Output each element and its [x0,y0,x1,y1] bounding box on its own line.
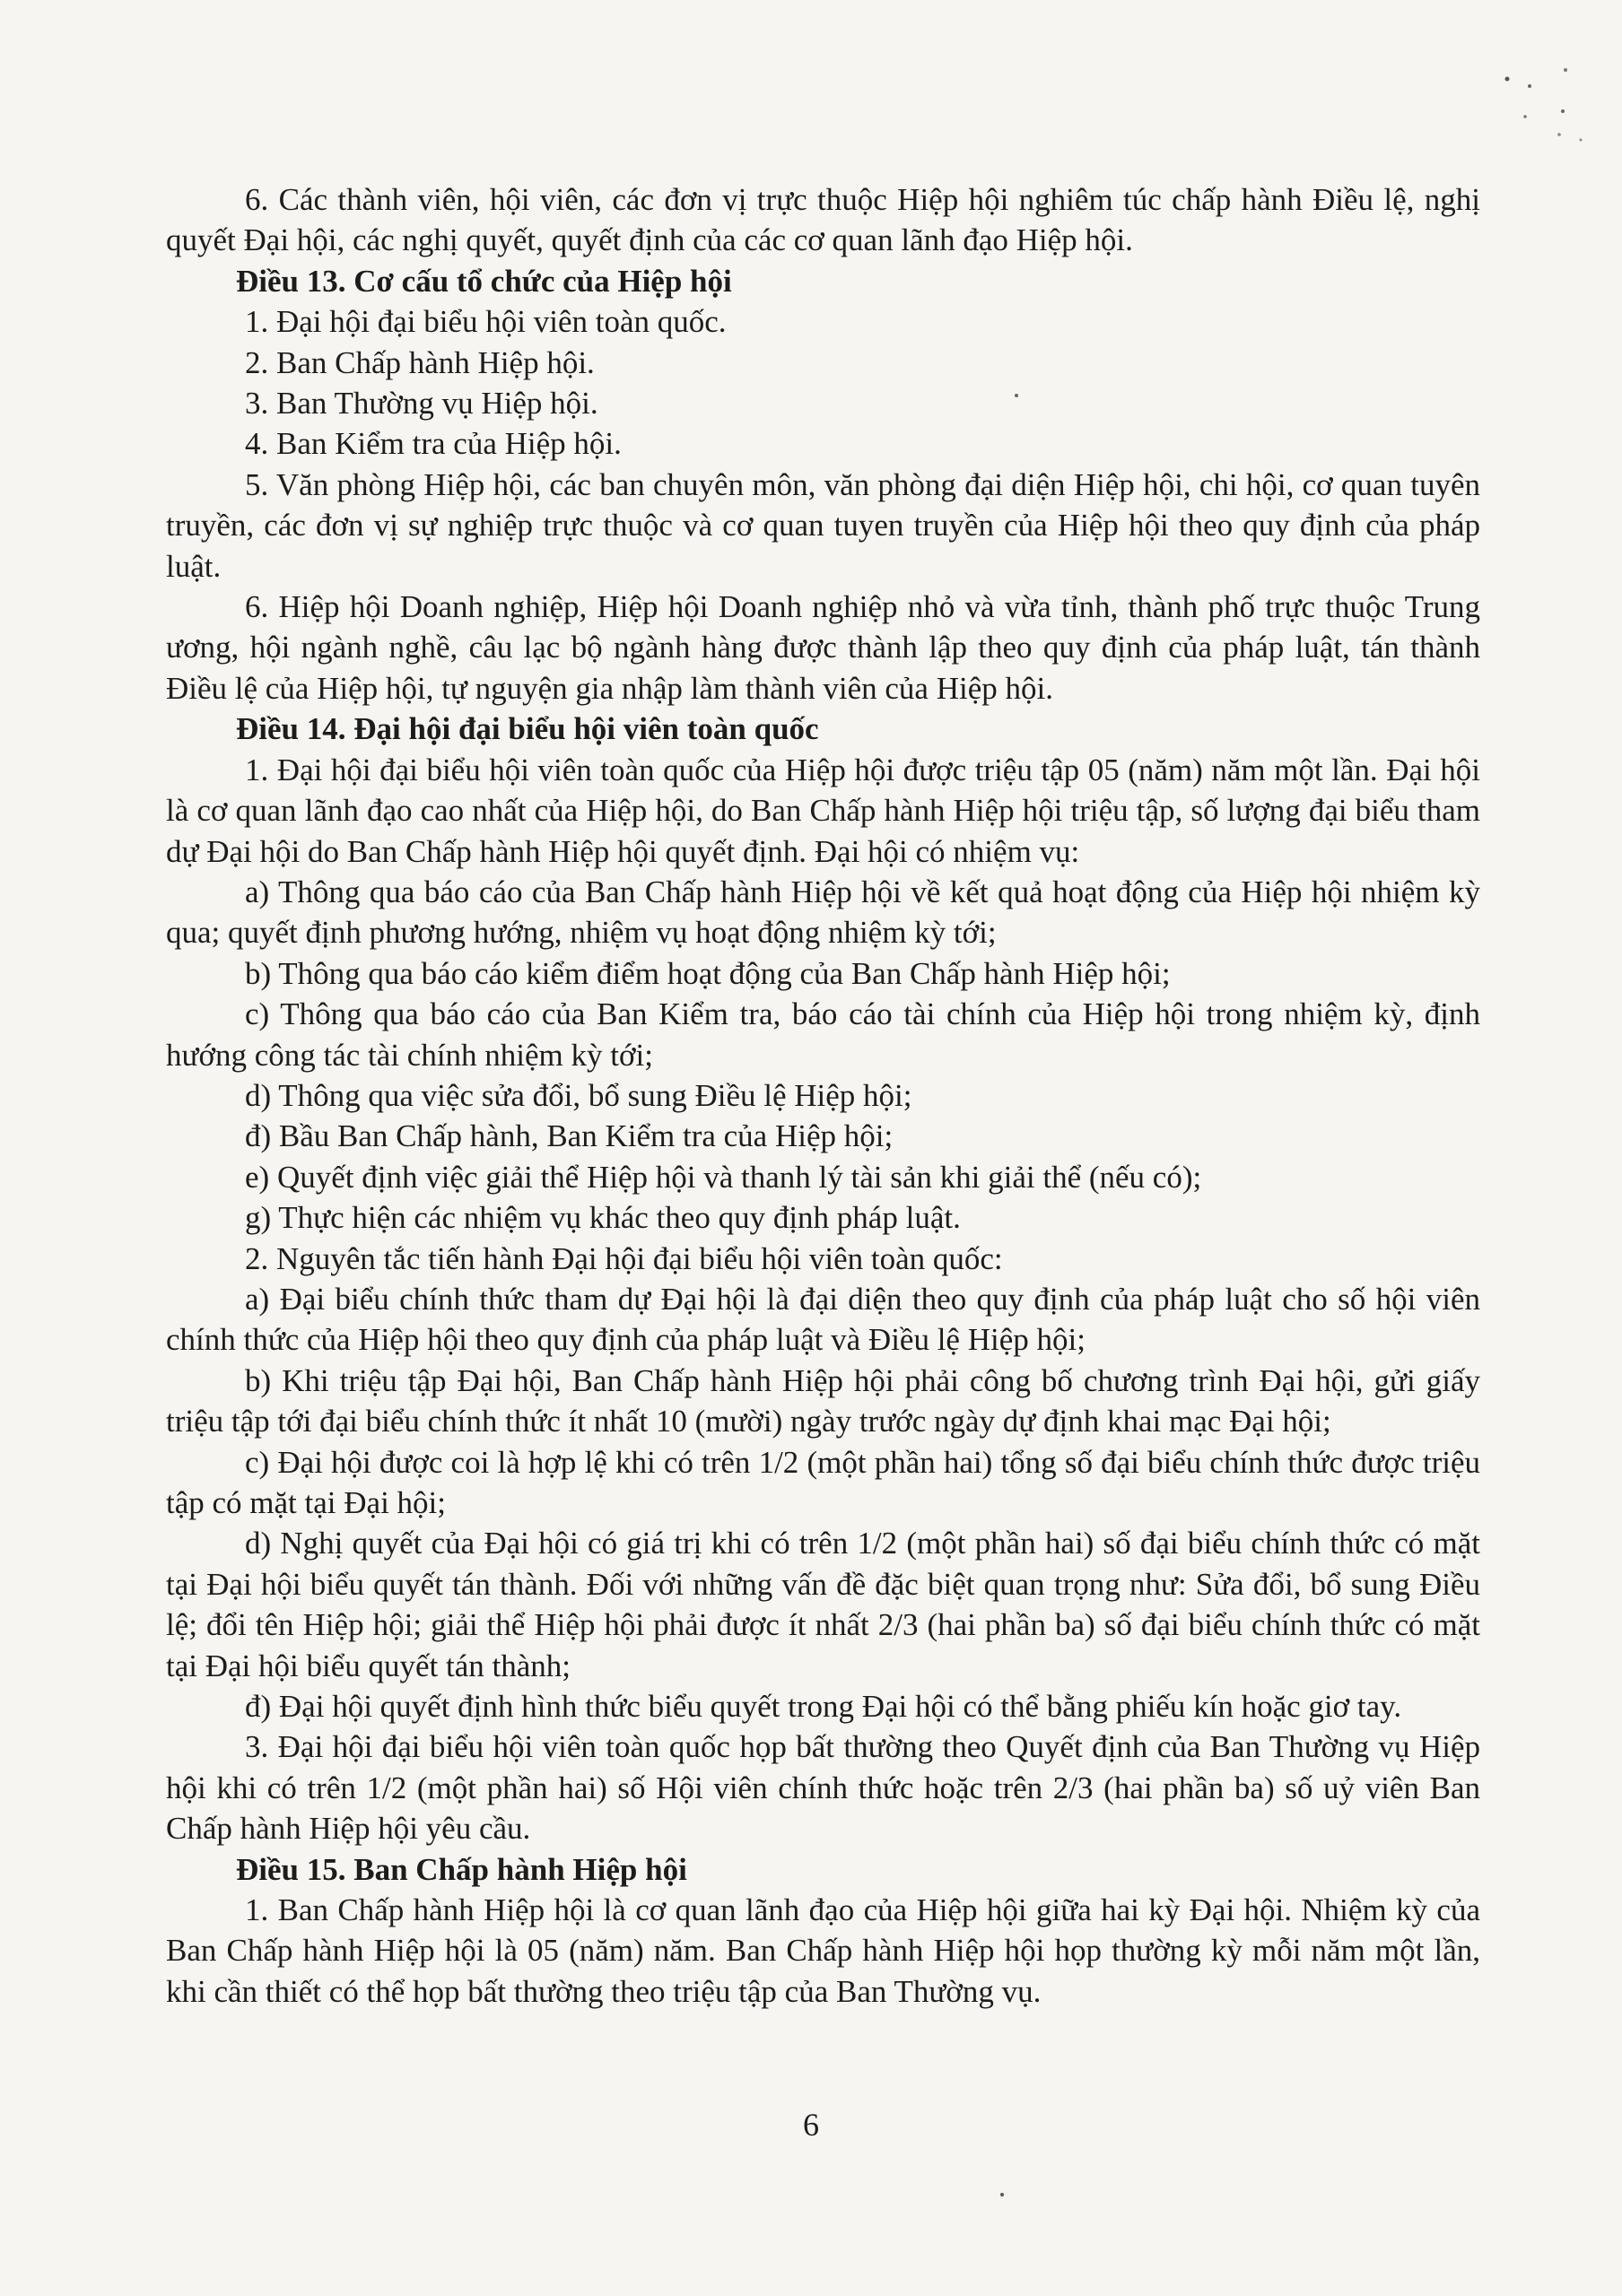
paragraph: d) Thông qua việc sửa đổi, bổ sung Điều lệ Hiệp hội; [245,1077,912,1113]
paragraph: a) Thông qua báo cáo của Ban Chấp hành Hiệp hội về kết quả hoạt động của Hiệp hội nhiệm kỳ qua; quyết định phương hướng, nhiệm vụ hoạt động nhiệm kỳ tới; [166,874,1480,951]
paragraph: 4. Ban Kiểm tra của Hiệp hội. [245,426,622,462]
paragraph: 1. Đại hội đại biểu hội viên toàn quốc. [245,304,727,340]
paragraph: 6. Các thành viên, hội viên, các đơn vị trực thuộc Hiệp hội nghiêm túc chấp hành Điều lệ, nghị quyết Đại hội, các nghị quyết, quyết định của các cơ quan lãnh đạo Hiệp hội. [166,182,1480,258]
document-body [166,179,1480,2012]
paragraph: g) Thực hiện các nhiệm vụ khác theo quy định pháp luật. [245,1200,961,1236]
paragraph: b) Thông qua báo cáo kiểm điểm hoạt động của Ban Chấp hành Hiệp hội; [245,955,1171,991]
page-number: 6 [803,2107,819,2143]
paragraph: a) Đại biểu chính thức tham dự Đại hội là đại diện theo quy định của pháp luật cho số hội viên chính thức của Hiệp hội theo quy định của pháp luật và Điều lệ Hiệp hội; [166,1281,1480,1358]
paragraph: 3. Đại hội đại biểu hội viên toàn quốc họp bất thường theo Quyết định của Ban Thường vụ Hiệp hội khi có trên 1/2 (một phần hai) số Hội viên chính thức hoặc trên 2/3 (hai phần ba) số uỷ viên Ban Chấp hành Hiệp hội yêu cầu. [166,1729,1480,1847]
paragraph: 6. Hiệp hội Doanh nghiệp, Hiệp hội Doanh nghiệp nhỏ và vừa tỉnh, thành phố trực thuộc Trung ương, hội ngành nghề, câu lạc bộ ngành hàng được thành lập theo quy định của pháp luật, tán thành Điều lệ của Hiệp hội, tự nguyện gia nhập làm thành viên của Hiệp hội. [166,589,1480,706]
paragraph: 2. Ban Chấp hành Hiệp hội. [245,344,595,380]
paragraph: c) Thông qua báo cáo của Ban Kiểm tra, báo cáo tài chính của Hiệp hội trong nhiệm kỳ, định hướng công tác tài chính nhiệm kỳ tới; [166,996,1480,1073]
paragraph: e) Quyết định việc giải thể Hiệp hội và thanh lý tài sản khi giải thể (nếu có); [245,1159,1202,1195]
paragraph: c) Đại hội được coi là hợp lệ khi có trên 1/2 (một phần hai) tổng số đại biểu chính thức được triệu tập có mặt tại Đại hội; [166,1444,1480,1520]
paragraph: 2. Nguyên tắc tiến hành Đại hội đại biểu hội viên toàn quốc: [245,1240,1003,1276]
paragraph: b) Khi triệu tập Đại hội, Ban Chấp hành Hiệp hội phải công bố chương trình Đại hội, gửi giấy triệu tập tới đại biểu chính thức ít nhất 10 (mười) ngày trước ngày dự định khai mạc Đại hội; [166,1362,1480,1439]
paragraph: đ) Đại hội quyết định hình thức biểu quyết trong Đại hội có thể bằng phiếu kín hoặc giơ tay. [245,1689,1402,1725]
paragraph: 5. Văn phòng Hiệp hội, các ban chuyên môn, văn phòng đại diện Hiệp hội, chi hội, cơ quan tuyên truyền, các đơn vị sự nghiệp trực thuộc và cơ quan tuyen truyền của Hiệp hội theo quy định của pháp luật. [166,466,1480,584]
paragraph: d) Nghị quyết của Đại hội có giá trị khi có trên 1/2 (một phần hai) số đại biểu chính thức có mặt tại Đại hội biểu quyết tán thành. Đối với những vấn đề đặc biệt quan trọng như: Sửa đổi, bổ sung Điều lệ; đổi tên Hiệp hội; giải thể Hiệp hội phải được ít nhất 2/3 (hai phần ba) số đại biểu chính thức có mặt tại Đại hội biểu quyết tán thành; [166,1526,1480,1683]
paragraph: 3. Ban Thường vụ Hiệp hội. [245,386,598,422]
article-heading: Điều 15. Ban Chấp hành Hiệp hội [236,1851,687,1887]
article-heading: Điều 13. Cơ cấu tổ chức của Hiệp hội [236,263,732,299]
paragraph: 1. Ban Chấp hành Hiệp hội là cơ quan lãnh đạo của Hiệp hội giữa hai kỳ Đại hội. Nhiệm kỳ của Ban Chấp hành Hiệp hội là 05 (năm) năm. Ban Chấp hành Hiệp hội họp thường kỳ mỗi năm một lần, khi cần thiết có thể họp bất thường theo triệu tập của Ban Thường vụ. [166,1892,1480,2009]
paragraph: đ) Bầu Ban Chấp hành, Ban Kiểm tra của Hiệp hội; [245,1118,894,1154]
paragraph: 1. Đại hội đại biểu hội viên toàn quốc của Hiệp hội được triệu tập 05 (năm) năm một lần. Đại hội là cơ quan lãnh đạo cao nhất của Hiệp hội, do Ban Chấp hành Hiệp hội triệu tập, số lượng đại biểu tham dự Đại hội do Ban Chấp hành Hiệp hội quyết định. Đại hội có nhiệm vụ: [166,752,1480,869]
article-heading: Điều 14. Đại hội đại biểu hội viên toàn quốc [236,711,819,747]
